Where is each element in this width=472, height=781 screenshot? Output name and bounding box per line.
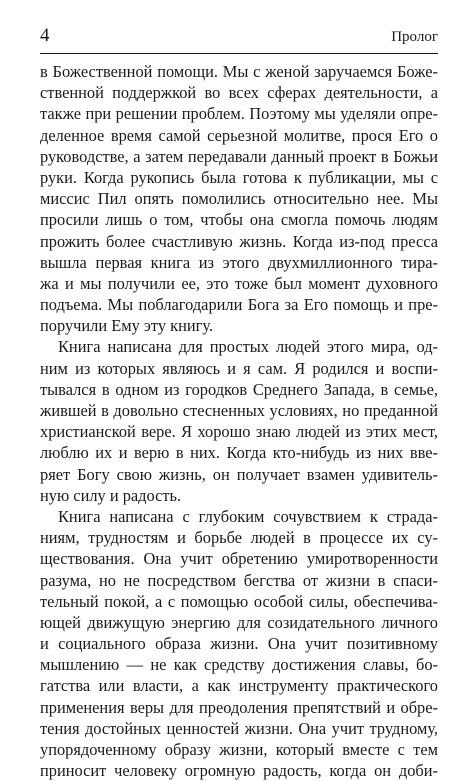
- text-line: подъема. Мы поблагодарили Бога за Его помощь и пре-: [40, 295, 438, 315]
- text-line: жившей в довольно стесненных условиях, но преданной: [40, 401, 438, 420]
- text-line: прожить более счастливую жизнь. Когда из-под пресса: [40, 231, 438, 251]
- text-line: тельный покой, а с помощью особой силы, обеспечива-: [40, 591, 438, 611]
- text-line: ющей движущую энергию для созидательного личного: [40, 612, 438, 632]
- text-line: применения веры для преодоления препятствий и обре-: [40, 697, 438, 717]
- text-line: ниям, трудностям и борьбе людей в процессе их су-: [40, 528, 438, 548]
- text-line: тения достойных ценностей жизни. Она учит трудному,: [40, 718, 438, 738]
- text-line: руки. Когда рукопись была готова к публикации, мы с: [40, 167, 438, 187]
- text-line: тывался в одном из городков Среднего Запада, в семье,: [40, 379, 438, 399]
- text-line: вышла первая книга из этого двухмиллионного тира-: [40, 252, 438, 272]
- page-number: 4: [40, 25, 50, 46]
- text-line: гатства или власти, а как инструменту практического: [40, 676, 438, 696]
- text-line: ществования. Она учит обретению умиротворенности: [40, 549, 438, 569]
- text-line: приносит человеку огромную радость, когда он доби-: [40, 761, 438, 781]
- text-line: Книга написана с глубоким сочувствием к страда-: [58, 506, 438, 526]
- text-line: миссис Пил опять помолились относительно нее. Мы: [40, 189, 438, 209]
- text-line: христианской вере. Я хорошо знаю людей из этих мест,: [40, 422, 438, 442]
- text-line: ную силу и радость.: [40, 485, 182, 505]
- text-line: жа и мы получили ее, это тоже был момент духовного: [40, 273, 438, 293]
- text-line: разума, но не посредством бегства от жизни в спаси-: [40, 570, 438, 590]
- text-line: ним из которых являюсь и я сам. Я родился и воспи-: [40, 358, 438, 378]
- text-line: просили лишь о том, чтобы она смогла помочь людям: [40, 210, 438, 230]
- text-line: деленное время самой серьезной молитве, прося Его о: [40, 125, 438, 145]
- body-text: [40, 61, 438, 781]
- text-line: упорядоченному образу жизни, который вместе с тем: [40, 740, 438, 759]
- text-line: Книга написана для простых людей этого мира, од-: [58, 337, 438, 357]
- text-line: поручили Ему эту книгу.: [40, 316, 214, 336]
- text-line: и социального образа жизни. Она учит позитивному: [40, 634, 438, 654]
- text-line: люблю их и верю в них. Когда кто-нибудь из них вве-: [40, 443, 438, 463]
- text-line: также при решении проблем. Поэтому мы уделяли опре-: [40, 104, 438, 124]
- text-line: мышлению — не как средству достижения славы, бо-: [40, 655, 438, 675]
- book-page: [40, 0, 438, 781]
- text-line: ственной поддержкой во всех сферах деятельности, а: [40, 83, 438, 103]
- text-line: в Божественной помощи. Мы с женой заручаемся Боже-: [40, 62, 438, 81]
- text-line: руководстве, а затем передавали данный проект в Божьи: [40, 146, 438, 166]
- text-line: ряет Богу свою жизнь, он получает взамен удивитель-: [40, 464, 438, 484]
- page-header: [40, 24, 438, 52]
- header-rule: [40, 53, 438, 54]
- running-title: Пролог: [391, 29, 438, 45]
